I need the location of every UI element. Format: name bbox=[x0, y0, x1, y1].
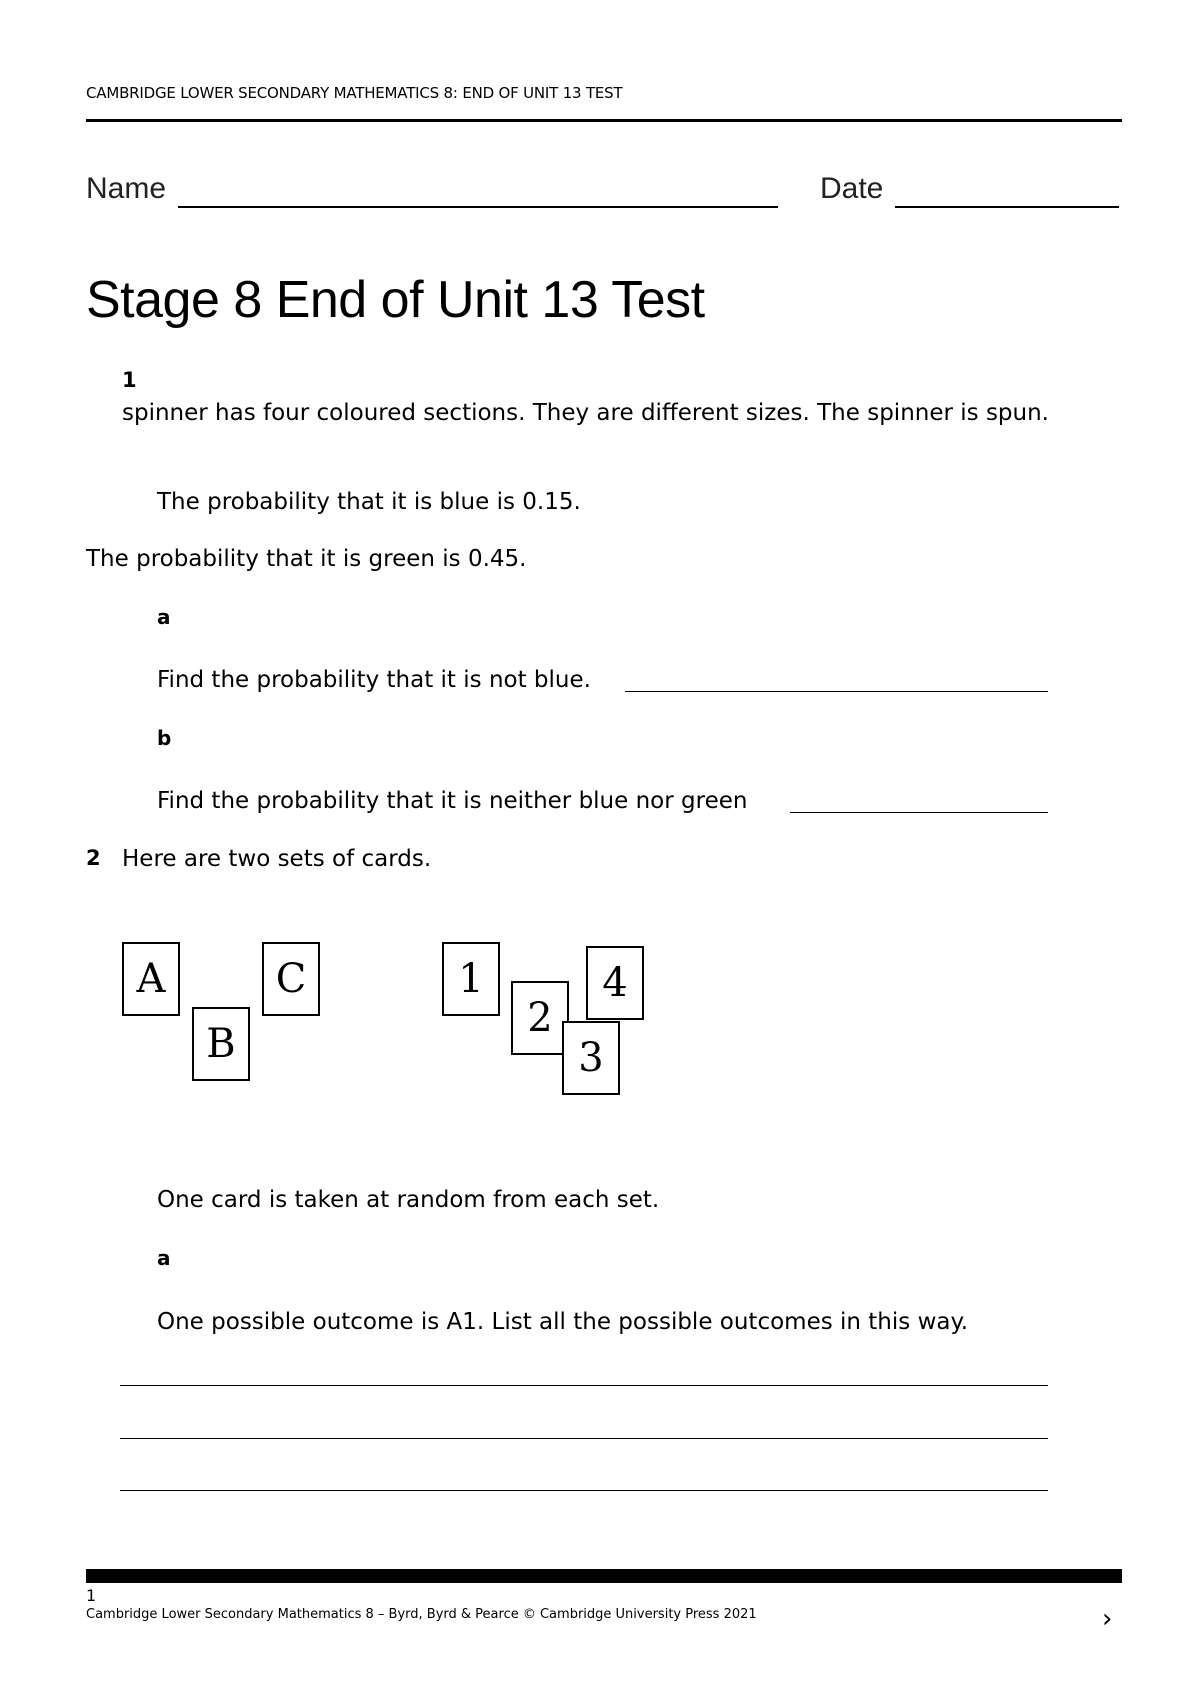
header-title: CAMBRIDGE LOWER SECONDARY MATHEMATICS 8: END OF UNIT 13 TEST bbox=[86, 84, 623, 102]
name-label: Name bbox=[86, 172, 167, 205]
question-1b-label: b bbox=[157, 726, 172, 750]
card-2: 2 bbox=[511, 981, 569, 1055]
question-1a-label: a bbox=[157, 605, 171, 629]
question-1-green-probability: The probability that it is green is 0.45. bbox=[86, 546, 527, 572]
question-1a-text: Find the probability that it is not blue. bbox=[157, 667, 591, 693]
header-divider bbox=[86, 119, 1122, 122]
question-2a-answer-line[interactable] bbox=[120, 1385, 1048, 1386]
card-3: 3 bbox=[562, 1021, 620, 1095]
footer-divider bbox=[86, 1569, 1122, 1583]
question-2-random-text: One card is taken at random from each set. bbox=[157, 1187, 660, 1213]
date-field[interactable] bbox=[895, 206, 1119, 208]
page-number: 1 bbox=[86, 1586, 97, 1605]
question-1-number: 1 bbox=[122, 368, 137, 392]
card-1: 1 bbox=[442, 942, 500, 1016]
question-2-intro: Here are two sets of cards. bbox=[122, 846, 432, 872]
question-2a-answer-line[interactable] bbox=[120, 1490, 1048, 1491]
name-field[interactable] bbox=[178, 206, 778, 208]
question-1-intro: spinner has four coloured sections. They are different sizes. The spinner is spun. bbox=[122, 400, 1049, 426]
question-2a-label: a bbox=[157, 1246, 171, 1270]
question-1-blue-probability: The probability that it is blue is 0.15. bbox=[157, 489, 581, 515]
question-2-number: 2 bbox=[86, 846, 101, 870]
question-2a-answer-line[interactable] bbox=[120, 1438, 1048, 1439]
card-b: B bbox=[192, 1007, 250, 1081]
card-4: 4 bbox=[586, 946, 644, 1020]
question-1b-text: Find the probability that it is neither blue nor green bbox=[157, 788, 748, 814]
question-2a-text: One possible outcome is A1. List all the possible outcomes in this way. bbox=[157, 1309, 969, 1335]
card-c: C bbox=[262, 942, 320, 1016]
next-arrow-icon[interactable]: › bbox=[1102, 1604, 1113, 1634]
question-1a-answer-line[interactable] bbox=[625, 691, 1048, 692]
card-a: A bbox=[122, 942, 180, 1016]
page-title: Stage 8 End of Unit 13 Test bbox=[86, 271, 705, 329]
date-label: Date bbox=[820, 172, 884, 205]
footer-credit: Cambridge Lower Secondary Mathematics 8 – Byrd, Byrd & Pearce © Cambridge University Press 2021 bbox=[86, 1607, 757, 1622]
question-1b-answer-line[interactable] bbox=[790, 812, 1048, 813]
